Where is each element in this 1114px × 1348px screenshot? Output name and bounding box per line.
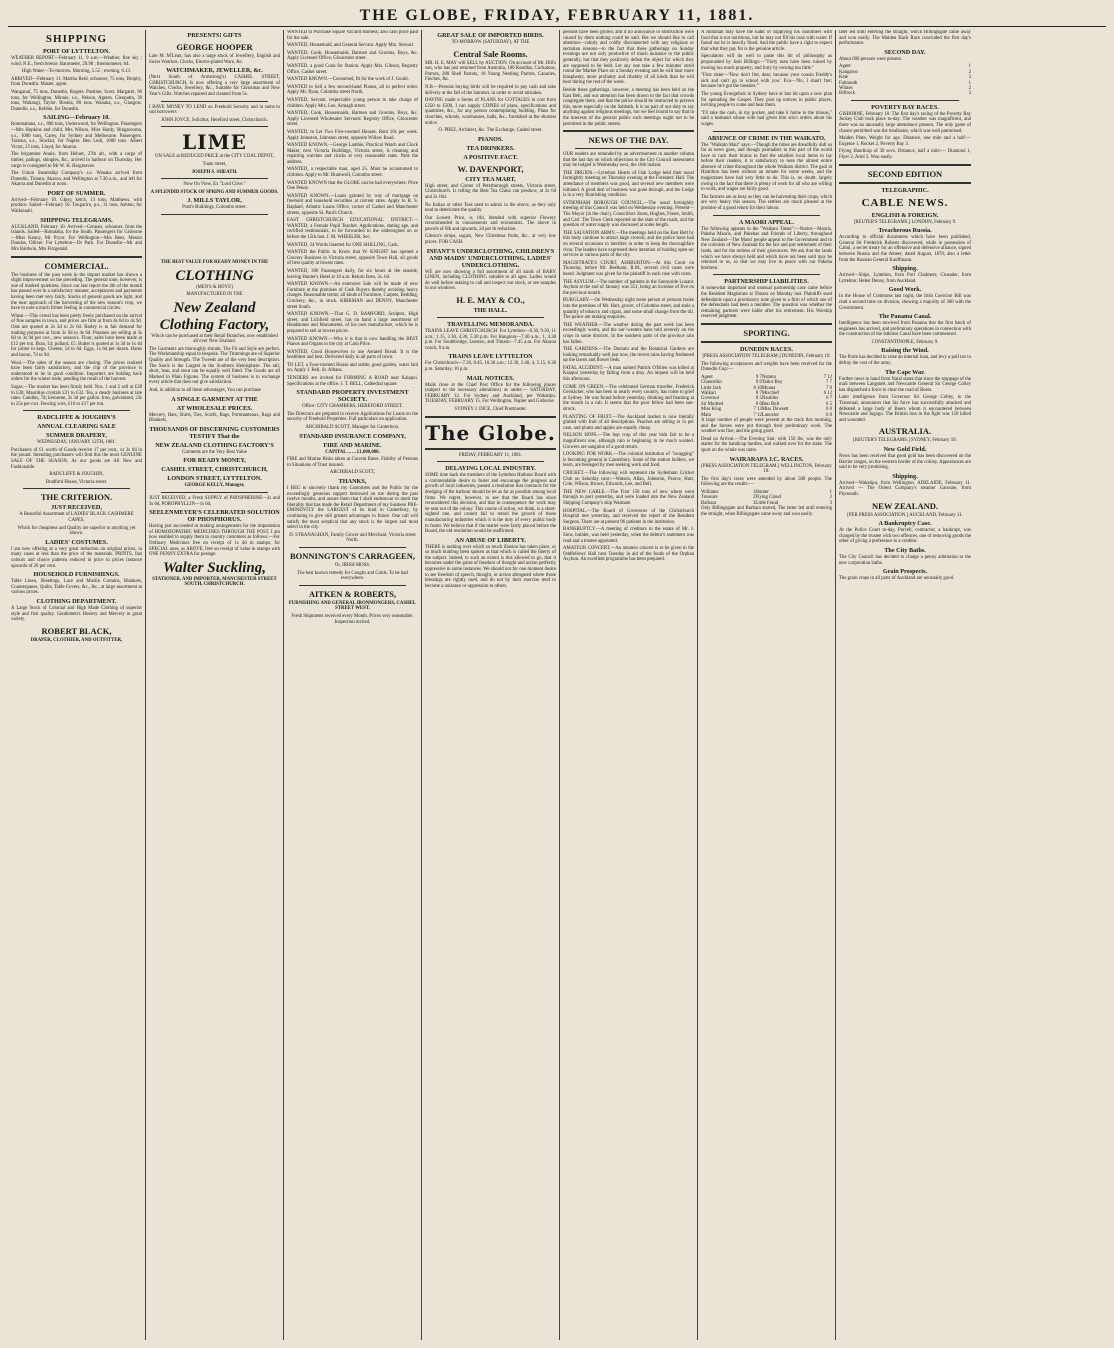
- filler: SYDENHAM BOROUGH COUNCIL.—The usual fortnightly meeting of this Council was held on Wednesday evening. Present—The Mayor (in the chair), Councillors Jones, Hughes, Fraser, Smith, and Carl. The Town Clerk reported on the state of the roads, and the question of water supply was discussed at some length.: [563, 200, 694, 229]
- costumes: LADIES' COSTUMES.: [45, 538, 108, 546]
- filler: About 600 persons were present.: [839, 56, 903, 62]
- english-foreign: ENGLISH & FOREIGN.: [871, 211, 939, 219]
- poverty-bay: POVERTY BAY RACES.: [871, 103, 939, 111]
- shipping-2: Shipping.: [892, 472, 918, 480]
- filler: In the House of Commons last night, the Irish Coercion Bill was read a second time on division, showing a majority of 300 with the Government.: [839, 294, 971, 311]
- filler: THE ASYLUM.—The number of patients in the Sunnyside Lunatic Asylum at the end of January was 351, being an increase of five on the previous month.: [563, 279, 694, 296]
- scott: ARCHIBALD SCOTT,: [329, 470, 376, 476]
- filler: Garments are the Very Best Value: [182, 449, 247, 455]
- taylor: J. MILLS TAYLOR,: [187, 197, 242, 205]
- city-tea-mart: CITY TEA MART,: [465, 175, 516, 183]
- filler: Speculators will do well to paste this bit of philosophy as propounded by Josh Billings:—"Forty men have been ruined by owning too much property; and forty by owning too little.": [701, 54, 832, 71]
- filler: No Indian or other Teas used to admix in the above, as they only tend to deteriorate the quality.: [425, 202, 556, 214]
- filler: OUR readers are reminded by an advertisement in another column that the last day on which objections to the City Council assessment may be lodged is Wednesday next, the 16th instant.: [563, 152, 694, 169]
- lyttelton: LONDON STREET, LYTTELTON.: [167, 475, 262, 483]
- filler: The following appears in the "Waikato Times":—Notice—Maoris, Pakeha Maoris, and Pakehas and Friends of Liberty, throughout New Zealand—The Maori people appeal to the Government and to the colonists of New Zealand for the fair and just settlement of their lands, and for the redress of their grievances. We ask that the lands which we have always held and which have not been sold may be returned to us, so that we may live in peace with our Pakeha brethren.: [701, 226, 832, 271]
- friday: TO-MORROW (SATURDAY), AT THE: [451, 40, 530, 45]
- filler: PLANTING OF FRUIT.—The Auckland market is now literally glutted with fruit of all descriptions. Peaches are selling at 1s per case, and plums and apples are equally cheap.: [563, 414, 694, 431]
- column-7: [836, 30, 974, 1340]
- filler: And, in addition to all these advantages, You can purchase: [149, 388, 261, 394]
- filler: Gibson's sirops, sugars, New Christmas fruits, &c., at very low prices. FOR CASH.: [425, 234, 556, 246]
- travelling: TRAVELLING MEMORANDA.: [447, 321, 534, 329]
- nz-clothing-factory: New Zealand Clothing Factory,: [159, 299, 270, 333]
- radcliffe-address: Bradford House, Victoria street.: [45, 479, 108, 485]
- dunedin-races: DUNEDIN RACES.: [740, 345, 793, 353]
- constantinople: CONSTANTINOPLE, February 9.: [871, 339, 939, 345]
- filler: BURGLARY.—On Wednesday night some person or persons broke into the premises of Mr. Hart, grocer, of Colombo street, and stole a quantity of tobacco and cigars, and some small change from the till. The police are making enquiries.: [563, 298, 694, 321]
- phosphorus: SEELENMEYER'S CELEBRATED SOLUTION OF PHOSPHORUS.: [149, 509, 280, 524]
- criterion-heading: THE CRITERION.: [40, 492, 113, 503]
- filler: ARCHIBALD SCOTT, Manager for Canterbury.: [305, 425, 400, 431]
- filler: FATAL ACCIDENT.—A man named Patrick O'Brien was killed at Kaiapoi yesterday by falling from a dray. An inquest will be held this afternoon.: [563, 365, 694, 383]
- filler: THE DRUIDS.—Lyttelton Hearts of Oak Lodge held their usual fortnightly meeting on Thursday evening at the Foresters' Hall. The attendance of members was good, and several new members were initiated. A good deal of business was gone through, and the Lodge is in a very flourishing condition.: [563, 170, 694, 199]
- nzcf2: NEW ZEALAND CLOTHING FACTORY'S: [155, 441, 274, 449]
- filler: Wheat.—This cereal has been pretty freely purchased on the arrival of fine samples in town, and prices are firm at from 4s 6d to 4s 9d. Oats are quoted at 2s 3d to 2s 6d. Barley is in fair demand for malting purposes at from 3s 9d to 4s 6d. Potatoes are selling at 3s 6d to 3s 9d per cwt., new season's. Flour, sales have been made at £12 per ton. Bran, £4; pollard, £5. Butter is quoted at 1s 3d to 1s 4d for prime in kegs. Cheese, 5d to 6d. Eggs, 1s 6d per dozen. Hams and bacon, 7d to 9d.: [11, 313, 142, 358]
- filler: THE GARDENS.—The Domain and the Botanical Gardens are looking remarkably well just now, the recent rains having freshened up the lawns and flower beds.: [563, 347, 694, 364]
- filler: WANTED KNOWN.—Who it is that is now handling the BEST Pianos and Organs in the city at Cash Price.: [287, 336, 418, 348]
- summer-drapery: SUMMER DRAPERY,: [46, 432, 107, 440]
- filler: WANTED, a respectable man, aged 25. Must be accustomed to children. Apply to Mr. Bramwell, Colombo street.: [287, 167, 418, 179]
- filler: Tuam street,: [202, 161, 227, 167]
- filler: Further news to hand from Natal states that since the stoppage of the mail between Langsnek and Newcastle General Sir George Colley has dispatched a force to clear the road of Boers.: [839, 376, 971, 393]
- central-sale-rooms: Central Sale Rooms.: [453, 48, 528, 59]
- filler: BANKRUPTCY.—A meeting of creditors in the estate of Mr. J. Sims, builder, was held yesterday, when the debtor's statement was read and a trustee appointed.: [563, 527, 694, 544]
- filler: WANTED, Cook, Housemaids, Barmen and Grooms, Boys, &c. Apply Licensed Wholesaler Servants' Registry Office, Gloucester street.: [287, 111, 418, 128]
- filler: Fresh Shipments received every Month. Prices very reasonable. Inspection invited.: [291, 613, 414, 625]
- wairarapa: WAIRARAPA J.C. RACES.: [729, 455, 804, 463]
- filler: High street, and Corner of Peterborough streets, Victoria street, Christchurch. Is telling the Best Tea China can produce, at 2s 6d and 2s 10d.: [425, 183, 556, 200]
- filler: WANTED the Public to Know that W. KNIGHT has opened a Grocery Business in Victoria street, opposite Town Hall, all goods of best quality at lowest rates.: [287, 250, 418, 267]
- filler: Arrived—February 10. Glpsy, ketch, 13 tons, Matthews, with produce. Sailed—February 10. Tongarirn, p.s., 31 tons, Ashton, for Waikouaiti.: [11, 197, 142, 215]
- column-1: [8, 30, 146, 1340]
- filler: Later intelligence from Governor Sir George Colley, in the Transvaal, announces that his force has successfully attacked and defeated a large body of Boers whom it encountered between Newcastle and Ingogo. The British loss in the fight was 150 killed and wounded.: [839, 395, 971, 423]
- filler: Wanganui, 75 tons, Dunedin, Rogers. Pastime, Scott. Margaret, 96 tons, for Wellington. Minnie, s.s., Nelson. Agents. Cleopatra, 39 tons, Waitangi, Taylor. Rosina, 80 tons. Wanaka, s.s., Glasgow. Dunedin, s.s., Kebbie, for Dunedin.: [11, 89, 142, 112]
- filler: Intelligence has been received from Panama that the first batch of engineers has arrived, and preliminary operations in connection with the construction of the Isthmus Canal have been commenced.: [839, 321, 971, 338]
- filler: WANTED, Good Housewives to use Aerated Bread. It is the healthiest and best. Delivered daily in all parts of town.: [287, 349, 418, 361]
- filler: Sugar.—The market has been firmly held. Nos. 1 and 2 sell at £28 to £30; Mauritius crystals £31 to £32. Tea, a steady business at late rates. Candles, 7d; kerosene, 2s 3d per gallon. Iron, galvanised, 23s to 25s per cwt. Fencing wire, £16 to £17 per ton.: [11, 384, 142, 407]
- filler: later led until entering the straight, which Billingsgate came away and won easily. The Maiden Hack Race concluded the first day's performance.: [839, 30, 971, 47]
- filler: Wool.—The sales of the season are closing. The prices realised have been fairly satisfactory, and the clip of the province is understood to be in good condition. Importers are holding back orders for the winter trade, pending the result of the harvest.: [11, 360, 142, 383]
- filler: [PRESS ASSOCIATION TELEGRAM.] DUNEDIN, February 10.: [702, 353, 831, 359]
- wholesale: AT WHOLESALE PRICES.: [176, 404, 253, 412]
- sale-heading: ANNUAL CLEARING SALE: [37, 423, 116, 431]
- filler: According to official documents which have been published, General Sir Frederick Roberts discovered, while in possession of Cabul, a secret treaty for an offensive and defensive alliance, signed between Russia and the Ameer, dated August, 1878, also a letter from the Russian General Kauffmann.: [839, 235, 971, 263]
- port-line: PORT OF LYTTELTON.: [42, 48, 111, 55]
- spring: A SPLENDID STOCK OF SPRING AND SUMMER GOODS.: [150, 189, 279, 195]
- davenport: W. DAVENPORT,: [457, 163, 524, 174]
- filler: Maiden Plate, Weight for age. Distance, one mile and a half:— Eugenie 1, Rocket 2, Poverty Bay 3.: [839, 136, 971, 147]
- filler: The City Council has decided to charge a penny admission to the new corporation baths.: [839, 554, 971, 566]
- robert-black: ROBERT BLACK,: [41, 625, 112, 636]
- filler: AUCKLAND, February 10. Arrived—Cerasus, schooner, from the Islands. Sailed—Rimutaka, for the South. Passengers for Gisborne—Miss Kenny, Mr Pryor. For Wellington—Mrs Rees, Messrs Dundas, Olliver. For Lyttelton—Dr Park. For Dunedin—Mr and Mrs Baldwin, Mrs Fitzgerald.: [11, 224, 142, 253]
- cable-news: CABLE NEWS.: [861, 196, 949, 209]
- filler: N.B.—Persons buying birds will be required to pay cash and take delivery at the fall of the hammer, in order to avoid mistakes.: [425, 84, 556, 96]
- australia: AUSTRALIA.: [878, 426, 932, 437]
- raising-wind: Raising the Wind.: [881, 347, 929, 355]
- masthead: [8, 6, 1106, 27]
- filler: [PER PRESS ASSOCIATION.] AUCKLAND, February 11.: [847, 512, 963, 518]
- filler: WANTED, a good Cook for Station. Apply Mrs. Gibson, Registry Office, Cashel street.: [287, 63, 418, 75]
- filler: At the Police Court to-day, Purcell, contractor, a bankrupt, was charged by the trustee with two offences, one of removing goods the other of giving a preference to a creditor.: [839, 528, 971, 545]
- filler: WANTED, 300 Passengers daily, for six hours at the seaside, leaving Hunter's Hotel at 10 a.m. Return fares, 2s. 6d.: [287, 268, 418, 280]
- filler: TRAINS LEAVE CHRISTCHURCH. For Lyttelton—6.30, 9.30, 11 a.m.; 1.15, 3.30, 4.30, 5.30 p.m. For Rangiora—7.30 a.m., 1, 4.30 p.m. For Southbridge, Leeston, and Timaru—7.45 a.m. For Akaroa coach, 8 a.m.: [425, 329, 556, 351]
- column-2: [146, 30, 284, 1340]
- commercial-heading: COMMERCIAL.: [44, 260, 109, 271]
- trains: TRAINS LEAVE LYTTELTON: [448, 353, 533, 361]
- lend-money: I HAVE MONEY TO LEND on Freehold Security and in sums to suit borrowers: [149, 104, 280, 116]
- filler: News has been received that good gold has been discovered on the Barrier ranges, on the western border of the colony. Appearances are said to be very promising.: [839, 454, 971, 471]
- filler: CRICKET.—The following will represent the Sydenham Cricket Club on Saturday next:—Watson, Allan, Johnston, Pearce, Hart, Cole, Wilson, Brown, Edwards, Lee, and Bell.: [563, 470, 694, 488]
- single-garment: A SINGLE GARMENT AT THE: [171, 395, 258, 403]
- capital: CAPITAL ... ... £1,000,000.: [325, 449, 380, 455]
- column-4: [422, 30, 560, 1340]
- weather-report: WEATHER REPORT—February 11. 9 a.m.—Weather, fine sky ; wind, N.E., fresh breeze. Barometer, 29.98 ; thermometer, 64.: [11, 56, 142, 67]
- masthead-title: THE GLOBE, FRIDAY, FEBRUARY 11, 1881.: [359, 7, 755, 24]
- filler: Pratt's Buildings, Colombo street.: [182, 205, 247, 211]
- hemay: H. E. MAY & CO.,: [456, 295, 525, 306]
- shipping-telegrams: SHIPPING TELEGRAMS.: [40, 216, 113, 224]
- best-value: THE BEST VALUE FOR READY MONEY IN THE: [160, 259, 269, 265]
- shipping-heading: Shipping.: [892, 265, 918, 273]
- hall: THE HALL.: [473, 307, 508, 315]
- clothing-department: CLOTHING DEPARTMENT.: [36, 597, 117, 605]
- the-globe: The Globe.: [425, 420, 556, 445]
- filler: A milkman may have the habit of supplying his customers with food that is not nutritious, but he may not fill his cans with water. If found out he is heavily fined. And the public have a right to expect that what they pay for is the genuine article.: [701, 30, 832, 52]
- filler: WANTED, Servant, respectable young person to take charge of children. Apply Mrs. Lee, Armagh street.: [287, 97, 418, 109]
- filler: The first day's races were attended by about 500 people. The following are the results:—: [701, 476, 832, 488]
- filler: The farmers are as busy as they can be harvesting their crops, which are very heavy this season. The settlers are much pleased at the promise of a good return for their labour.: [701, 194, 832, 212]
- filler: I BEG to sincerely thank my Customers and the Public for the exceedingly generous support bestowed on me during the past twelve months, and assure them that I shall endeavour to merit the liberality that has made the Retail Department of my business PRE-EMINENTLY the LARGEST of its kind in Canterbury, by continuing to give still greater advantages in future. One call will satisfy the most sceptical that any stock is the largest and most select in the city.: [287, 486, 418, 531]
- filler: [REUTER'S TELEGRAMS.] LONDON, February 9.: [853, 219, 957, 225]
- second-day-table: Agent 1 Kangaroo 2 Kate 3 Falmouth 1 Whites 2 Riftrock 3: [839, 64, 971, 97]
- filler: WANTED KNOWN.—An extensive Sale will be made of new Furniture at the premises of Cash Buyers thereby avoiding heavy charges. Reasonable terms; all kinds of Furniture, Carpets, Bedding, Crockery, &c., in stock. KIRKMAN and DENNY, Manchester street South.: [287, 282, 418, 310]
- clothing-heading: CLOTHING: [175, 267, 254, 284]
- radcliffe-heading: RADCLIFFE & JOUGHIN'S: [37, 414, 116, 422]
- stranahan: D. STRANAGHAN, Family Grocer and Merchant, Victoria street North.: [289, 532, 416, 544]
- filler: The Directors are prepared to receive Applications for Loans on the security of Freehold Properties. Full particulars on application.: [287, 411, 418, 423]
- filler: The young Evangelists in Sydney have at last hit upon a new plan for spreading the Gospel. They post up notices in public places, inviting people to come and hear them.: [701, 91, 832, 109]
- high-water: High Water—To-morrow. Morning, 5.55 ; evening, 6.13.: [21, 69, 132, 75]
- filler: NELSON HOPS.—The hop crop of this year bids fair to be a magnificent one, although rain is beginning to be much wanted. Growers are sanguine of a good return.: [563, 433, 694, 450]
- filler: A somewhat important and unusual partnership case came before the Resident Magistrate at Timaru on Monday last. Plaintiffs sued defendants upon a promissory note given to a firm of which one of the defendants had been a member. The question was whether the remaining partners were liable after his retirement. His Worship reserved judgment.: [701, 286, 832, 320]
- wanted-2: WANTED, Housemaid, and General Servant. Apply Mrs. Stewart.: [287, 43, 415, 49]
- filler: EAST CHRISTCHURCH EDUCATIONAL DISTRICT.—WANTED, a Female Pupil Teacher. Applications, stating age, and certified testimonials, to be forwarded to the undersigned on or before the 15th inst. J. M. WHEELER, Sec.: [287, 218, 418, 240]
- filler: "I'll take the cash, in my pocket, and take it home to the missus," said a husband whose wife had given him strict orders about his wages.: [701, 110, 832, 127]
- suckling: Walter Suckling,: [162, 559, 267, 576]
- filler: MAGISTRATE'S COURT, ASHBURTON.—At this Court on Thursday, before Mr. Beetham, R.M., several civil cases were heard. Judgment was given for the plaintiff in each case with costs.: [563, 260, 694, 277]
- filler: Having just succeeded in making arrangements for the importation of HOMOEOPATHIC MEDICINES THROUGH THE POST, I am now enabled to supply them to country customers as follows:—For Ordinary Medicines free on receipt of 1s 4d in stamps; for SPECIAL ones, as ABOVE, free on receipt of value in stamps with ONE PENNY EXTRA for postage.: [149, 524, 280, 558]
- sporting: SPORTING.: [743, 327, 790, 338]
- new-zealand: NEW ZEALAND.: [872, 500, 938, 511]
- great-sale: GREAT SALE OF IMPORTED BIRDS.: [437, 32, 544, 39]
- maori-appeal: A MAORI APPEAL.: [738, 218, 795, 226]
- filler: Table Linen, Sheetings, Lace and Muslin Curtains, Blankets, Counterpanes, Quilts, Table Covers, &c., &c., at large assortment at various prices.: [11, 579, 142, 596]
- filler: HAVING made a Series of PLANS for COTTAGES to cost from £250 to £500, I can supply COPIES of plans, specifications and quantities, &c., for any person contemplating building. Plans for churches, schools, warehouses, halls, &c., furnished at the shortest notice.: [425, 98, 556, 126]
- new-gold-field: New Gold Field.: [883, 446, 927, 453]
- filler: The "Waikato Mail" says:—Though the times are dreadfully dull so far as news goes, and though journalists in this part of the world have to rack their brains to find the smallest local items to lay before their readers, it is satisfactory to note the almost entire absence of crime throughout the whole Waikato district. The gaol at Hamilton has been without an inmate for some weeks, and the magistrates have had very little to do. This is, no doubt, largely owing to the fact that there is plenty of work for all who are willing to work, and wages are fairly good.: [701, 142, 832, 193]
- filler: "First sister—'Now don't fret, dear; because your cousin Freddy's sick and can't go to school with you.' Eva—'No, I shan't fret; because he's got the measles.'": [701, 73, 832, 90]
- filler: SOME time back the members of the Lyttelton Harbour Board with a commendable desire to foster and encourage the progress and growth of local industries, passed a resolution that contracts for the dredging of the harbour should be let as far as possible among local firms. We regret, however, to see that the Board has since reconsidered this decision, and that in consequence the work may be sent out of the colony. This course of action, we think, is a short-sighted one, and cannot fail to retard the growth of those manufacturing industries which it is the duty of every public body to foster. We believe that if the matter were fairly placed before the Board, the old resolution would be reaffirmed.: [425, 473, 556, 535]
- second-edition: SECOND EDITION: [867, 168, 943, 179]
- suckling-trade: STATIONER, AND IMPORTER, MANCHESTER STREET SOUTH, CHRISTCHURCH.: [152, 576, 277, 588]
- hooper-heading: GEORGE HOOPER: [176, 42, 253, 52]
- manufactured: MANUFACTURED IN THE: [186, 292, 243, 298]
- filler: TENDERS are invited for FORMING A ROAD near Kaiapoi. Specifications at the office. J. T. BELL, Cathedral square.: [287, 376, 418, 387]
- filler: THE WEATHER.—The weather during the past week has been exceedingly warm, and the nor'-westers have told severely on the crops in some districts. In the southern parts of the province rain has fallen.: [563, 322, 694, 345]
- filler: WANTED KNOWN.—Loans granted by way of mortgage on freehold and leasehold securities at current rates. Apply to R. S. Raphael, Atlantic Loans Office, corner of Cashel and Manchester streets, opposite St. Paul's Church.: [287, 193, 418, 216]
- filler: THERE is nothing over which so much illusion has taken place, or so much humbug been spoken as that which is called the liberty of the subject. Indeed, to such an extent is this allowed to go, that it becomes under the guise of freedom of thought and action perfectly oppressive in some instances. We should not for one moment desire to see freedom of speech, thought, or action abrogated where those blessings are rightly used, and do not by their exercise tend to become a nuisance or oppression to others.: [425, 544, 556, 589]
- filler: Flying Handicap of 30 sovs. Distance, half a mile:— Diamond 1, Flyer 2, Ariel 3. Won easily.: [839, 149, 971, 160]
- filler: A Large Stock of Colonial and High Made Clothing of superior style and first quality. Gentlemen's Hosiery and Mercery in great variety.: [11, 605, 142, 623]
- column-5: [560, 30, 698, 1340]
- radcliffe-sign: RADCLIFFE & JOUGHIN,: [49, 472, 104, 478]
- now-on-view: Now On View, Ex "Lord Clive.": [183, 182, 246, 188]
- filler: Late M. M'Lean; has also a large stock of Jewellery, English and Swiss Watches, Clocks, Electro-plated Ware, &c.: [149, 54, 280, 65]
- filler: The Garments are thoroughly shrunk. The Fit and Style are perfect. The Workmanship equal to bespoke. The Trimmings are of Superior Quality and Strength. The Tweeds are of the very best description. The Stock is the Largest in the Southern Hemisphere. The tall, short, lean, and stout can be equally well fitted. The Goods are all Marked in Plain Figures. The system of business is to exchange every article that does not give satisfaction.: [149, 346, 280, 386]
- filler: THE SALVATION ARMY.—The meetings held on the East Belt by this body continue to attract large crowds, and the police have had on several occasions to interfere in order to keep the thoroughfare clear. The leaders have expressed their intention of holding open-air services in various parts of the city.: [563, 230, 694, 259]
- filler: The grain crops in all parts of Auckland are unusually good.: [839, 576, 955, 582]
- filler: O. PREZ, Architect, &c. The Exchange, Cashel street.: [438, 128, 543, 134]
- infants: INFANT'S UNDERCLOTHING, CHILDREN'S AND MAIDS' UNDERCLOTHING, LADIES' UNDERCLOTHING.: [426, 247, 555, 269]
- watchmaker: WATCHMAKER, JEWELLER, &c.: [166, 67, 263, 75]
- filler: Purchasers of £1 worth of Goods receive 17 per cent., or 3s 6d in the pound. Intending purchasers will find this the most GENUINE SALE OF THE SEASON, As our goods are All New and Fashionable.: [11, 447, 142, 470]
- just-received: JUST RECEIVED,: [51, 504, 102, 512]
- filler: Rotomahana, s.s., 800 tons, Underwood, for Wellington. Passengers—Mrs Hopkins and child, Mrs Wilson, Miss Hardy. Ringarooma, s.s., 1000 tons, Carey, for Sydney and Melbourne. Passengers. Tararua, s.s., Sinclair, for Napier. Ben Ledi, 1000 tons. Albert Victor, 25 tons, Lloyd, for Akaroa.: [11, 122, 142, 150]
- results-table: Williams 1 Hunter 1 Treasure 2 Flying Cloud 2 Barbara 3 Little Fraud 3: [701, 489, 832, 506]
- sale-date: WEDNESDAY, JANUARY 12TH, 1881.: [36, 440, 117, 446]
- filler: (Next South of Armstrong's) CASHEL STREET, CHRISTCHURCH, Is now offering a very large assortment of Watches, Clocks, Jewellery, &c., Suitable for Christmas and New Year's Gifts. Watches repaired and cleaned from 5s.: [149, 75, 280, 97]
- abuse: AN ABUSE OF LIBERTY.: [455, 536, 526, 544]
- standard-insurance: STANDARD INSURANCE COMPANY,: [299, 432, 406, 440]
- filler: Arrived—Wakatipu, from Wellington. ADELAIDE, February 11. Arrived — The Orient Company's steamer Garonne, from Plymouth.: [839, 480, 971, 497]
- filler: LOOKING FOR WORK.—The colonial institution of "swagging" is becoming general in Canterbury. Some of the station holders, we learn, are besieged by men seeking work and food.: [563, 452, 694, 469]
- bonnington: BONNINGTON'S CARRAGEEN,: [289, 550, 415, 561]
- presents-heading: PRESENTS! GIFTS: [187, 32, 242, 39]
- filler: WANTED, to Let Two Five-roomed Houses. Rent 10s per week. Apply Johnston, Johnston street, opposite Willow Road.: [287, 129, 418, 141]
- handicap-table: Agent 9 7 Natator 7 12 Chancellor 9 0 Tailor Boy 7 7 Little Jack 8 10 Moana 7 0 Waikari 8 7 Mischief 6 12 Governor 8 5 Nautilus 6 7 Sir Modred 8 0 Ben Bolt 6 5 Miss Kiug 7 13 Miss Dowsett 6 0 Mata 7 12 Lancelot 6 0: [701, 374, 832, 418]
- filler: WANTED, Cook; Housemaids, Barmen and Grooms, Boys, &c. Apply Licensed Office, Gloucester street.: [287, 50, 418, 62]
- filler: For Christchurch—7.30, 8.45, 10.30 a.m.; 12.30, 2.40, 4, 5.15, 6.30 p.m. Saturday, 10 p.m.: [425, 361, 556, 372]
- city-baths: The City Baths.: [884, 546, 926, 554]
- dice: SYDNEY J. DICE, Chief Postmaster.: [454, 406, 527, 412]
- treacherous-russia: Treacherous Russia.: [878, 227, 932, 235]
- robert-trade: DRAPER, CLOTHIER, AND OUTFITTER,: [30, 637, 123, 643]
- sailed-heading: SAILING—February 10.: [43, 114, 110, 122]
- filler: Only Billingsgate and Barbara started, The latter led until entering the straight, when Billingsgate came away and won easily.: [701, 506, 832, 517]
- filler: Which for cheapness and Quality are superior to anything yet shown.: [17, 525, 136, 537]
- filler: Mercery, Hats, Shirts, Ties, Scarfs, Bags, Portmanteaux, Rugs and Blankets,: [149, 412, 280, 424]
- column-3: [284, 30, 422, 1340]
- filler: GISBORNE, February 10. The first day's racing of the Poverty Bay Jockey Club took place to-day. The weather was magnificent, and there was an unusually large attendance present. The only game of chance permitted was the totalisator, which was well patronised.: [839, 111, 971, 134]
- kelly: GEORGE KELLY, Manager,: [184, 483, 245, 489]
- thousands: THOUSANDS OF DISCERNING CUSTOMERS TESTIFY That the: [149, 425, 280, 440]
- filler: WANTED to Sell a few second-hand Pianos, all in perfect order. Apply Mr. Ryan, Colombo street North.: [287, 84, 418, 96]
- filler: MR. H. E. MAY will SELL by AUCTION, On account of Mr. Hill's son, who has just returned from Australia, 100 Rosellas, Cockatoos, Parrots, 200 Shell Parrots, 18 Young Nestling Parrots, Canaries, Finches, &c.: [425, 60, 556, 83]
- filler: The brigantine Annie, from Hobart, 27th ult., with a cargo of timber, palings, shingles, &c., arrived in harbour on Thursday. Her cargo is consigned to Mr W. H. Hargreaves.: [11, 152, 142, 169]
- mail-notices: MAIL NOTICES.: [466, 374, 515, 382]
- filler: The Union Steamship Company's s.s. Wanaka arrived from Dunedin, Timaru, Akaroa, and Wellington at 7.30 a.m., and left for Akaroa and Dunedin at noon.: [11, 171, 142, 188]
- pianos: PIANOS.: [478, 135, 503, 143]
- thanks: THANKS,: [338, 478, 367, 485]
- filler: The Porte has decided to raise an internal loan, and levy a poll tax to defray the cost of the army.: [839, 355, 971, 367]
- filler: Beside these gatherings, however, a meeting has been held on the East Belt, and our attention has been drawn to the fact that crowds congregate there, and that the police should be instructed to prevent this, more especially on the Sabbath. It is no part of our duty to say anything against religious meetings, but we feel bound to say that in the interests of the general public such meetings ought not to be permitted in the public streets.: [563, 87, 694, 127]
- ready-made: FOR READY MONEY,: [183, 457, 246, 465]
- panama: The Panama Canal.: [878, 313, 932, 321]
- lime-sign: JOSEPH S. SHEATH.: [191, 169, 238, 175]
- filler: [PRESS ASSOCIATION TELEGRAM.] WELLINGTON, February 10.: [701, 463, 832, 475]
- wanted-known: WANTED KNOWN.—Consumed, fit for the work of J. Gould.: [287, 77, 409, 83]
- filler: HOSPITAL.—The Board of Governors of the Christchurch Hospital met yesterday, and received the report of the Resident Surgeon. There are at present 96 patients in the institution.: [563, 508, 694, 525]
- telegraphic: TELEGRAPHIC.: [881, 186, 929, 194]
- commercial-text: The business of the past week in the import market has shown a slight improvement on the preceding. The general tone, however, is one of marked quietness. Since our last report the 4th of the month has passed over in a satisfactory manner, acceptances and payments having been met very fairly. Stocks of general goods are light, and the near approach of the harvesting of the new season's crop, we have to note a much firmer feeling in commercial circles.: [11, 272, 142, 312]
- filler: Mails close at the Chief Post Office for the following places (subject to the necessary alterations) as under:— SATURDAY, FEBRUARY 12. For Sydney and Auckland, per Wakatipu. TUESDAY, FEBRUARY 15. For Wellington, Napier and Gisborne.: [425, 382, 556, 405]
- filler: The following acceptances and weights have been received for the Dunedin Cup:—: [701, 361, 832, 373]
- filler: I am now offering at a very great reduction on original prices, in many cases at less than the price of the materials. PRINTS, fast colours and choice patterns reduced in price to prices instance upwards of 20 per cent.: [11, 546, 142, 569]
- good-work: Good Work.: [888, 286, 922, 294]
- office: Office: CITY CHAMBERS, HEREFORD STREET.: [302, 404, 403, 410]
- lime-heading: LIME: [182, 130, 247, 155]
- grain-prospects: Grain Prospects.: [882, 568, 928, 576]
- bankruptcy: A Bankruptcy Case.: [878, 520, 932, 528]
- household: HOUSEHOLD FURNISHINGS.: [33, 571, 120, 579]
- filler: WE are now showing a full assortment of all kinds of BABY LINEN, including CLOTHING suitable to all ages. Ladies would do well before making to call and inspect our stock, or see samples in our windows.: [425, 269, 556, 292]
- fire-marine: FIRE AND MARINE.: [323, 441, 382, 449]
- filler: WANTED KNOWN.—George Lambie, Practical Watch and Clock Maker, next Victoria Buildings, Victoria street, is cleaning and repairing watches and clocks at very reasonable rates. Note the address.: [287, 143, 418, 165]
- absence-of-crime: ABSENCE OF CRIME IN THE WAIKATO.: [707, 134, 826, 142]
- filler: Arrived—Ships, Lyttelton, from Port Chalmers; Crusader, from Lyttelton; Helen Denny, from Auckland.: [839, 273, 971, 284]
- filler: The best known remedy for Coughs and Colds. To be had everywhere.: [297, 570, 408, 582]
- filler: WANTED KNOWN.—That G. D. BAMFORD, Sculptor, High street, and Lichfield street, has on hand a large assortment of Headstones and Monuments, of his own manufacture, which he is prepared to sell at lowest prices.: [287, 312, 418, 334]
- filler: TO LET, a Four-roomed House and stable, good garden, water laid on. Apply J. Bell, St. Albans.: [287, 362, 418, 374]
- arrived: ARRIVED—February 11. Martha Reid, schooner, 75 tons, Brophy, from Dunedin. Master, agent.: [11, 76, 142, 88]
- aitken: AITKEN & ROBERTS,: [308, 588, 397, 599]
- column-6: [698, 30, 836, 1340]
- filler: WANTED KNOWN that the GLOBE can be had everywhere. Price One Penny.: [287, 180, 418, 192]
- filler: Our Lowest Price, is 10d, blended with superior Flowery recommended to connoisseurs and economists. The above in parcels of 6lb and upwards, 2d per lb reduction.: [425, 215, 556, 232]
- second-day: SECOND DAY.: [884, 48, 926, 56]
- filler: [REUTER'S TELEGRAMS.] SYDNEY, February 10.: [853, 438, 957, 444]
- filler: JUST RECEIVED, a Fresh SUPPLY of PHOSPHERINE—2s and 3s 6d, POROPHYLLIN—1s 6d,: [149, 496, 280, 507]
- wanted-1: WANTED to Purchase Square Vat and Harness; also cash price paid for the sale.: [287, 30, 418, 41]
- partnership: PARTNERSHIP LIABILITIES.: [724, 278, 809, 286]
- lime-text: ON SALE at REDUCED PRICE at the CITY COAL DEPOT,: [155, 154, 274, 160]
- mens: (MEN'S & BOYS'): [195, 284, 234, 290]
- delaying: DELAYING LOCAL INDUSTRY.: [445, 465, 536, 473]
- filler: persons have been grilled, and if no annoyance or obstruction were caused by them nothing could be said. But we should like to call attention—calmly and coldly disconnected with any religious or sectarian reasons—to the fact that these gatherings on Sunday evenings are not only productive of much nuisance to the public generally, but that they positively defeat the object for which they are supposed to be held. Let any one take a few minutes' stroll round the Market Place on a Sunday evening and he will hear more blasphemy, more profanity and ribaldry of all kinds than he will hear during the rest of the week.: [563, 30, 694, 86]
- filler: AMATEUR CONCERT.—An amateur concert is to be given in the Oddfellows' Hall next Tuesday in aid of the funds of the Orphan Asylum. An excellent programme has been prepared.: [563, 546, 694, 563]
- filler: A large number of people were present at the track this morning, and the horses were put through their preliminary work. The weather was fine, and the going good.: [701, 417, 832, 435]
- filler: COME ON GREEN.—The celebrated German traveller, Frederick Gerstäcker, who has been to nearly every country, has come to grief at Sydney. He was found before yesterday, drinking and foaming at the mouth in a cab. It seems that the poor fellow had been sun-struck.: [563, 384, 694, 413]
- positive-fact: A POSITIVE FACT.: [463, 153, 518, 161]
- joyce: JOHN JOYCE, Solicitor, Hereford street, Christchurch.: [161, 117, 268, 123]
- filler: Dead on Arrival.—The Evening Star, with 150 lbs, was the only starter for the handicap hurdles, and walked over for the stake. The sport on the whole was tame.: [701, 436, 832, 453]
- filler: FIRE and Marine Risks taken at Current Rates. Fidelity of Persons in Situations of Trust insured.: [287, 457, 418, 468]
- news-of-the-day: NEWS OF THE DAY.: [588, 135, 669, 146]
- filler: THE NEW CABLE.—The First 150 tons of new wheat went through to port yesterday, and were loaded into the New Zealand Shipping Company's ship Waimate.: [563, 489, 694, 506]
- columns: [8, 30, 1106, 1340]
- filler: Which can be purchased at their Retail Branches, now established all over New Zealand.: [151, 333, 278, 345]
- shipping-heading: SHIPPING: [45, 33, 108, 45]
- irish-moss: Or, IRISH MOSS.: [334, 562, 371, 568]
- cashel: CASHEL STREET, CHRISTCHURCH,: [161, 466, 268, 474]
- aitken-trade: FURNISHING AND GENERAL IRONMONGERS, CASHEL STREET WEST.: [288, 600, 417, 612]
- tea-drinkers: TEA DRINKERS.: [466, 144, 515, 152]
- date: FRIDAY, FEBRUARY 11, 1881.: [458, 452, 523, 458]
- filler: WANTED, 24 Words inserted for ONE SHILLING, Cash.: [287, 242, 399, 248]
- cape-war: The Cape War.: [885, 368, 925, 376]
- cashmere: A Beautiful Assortment of LADIES' BLACK CASHMERE CAPES,: [19, 512, 134, 524]
- port-of-summer: PORT OF SUMMER.: [47, 189, 106, 197]
- standard-property: STANDARD PROPERTY INVESTMENT SOCIETY.: [296, 389, 409, 404]
